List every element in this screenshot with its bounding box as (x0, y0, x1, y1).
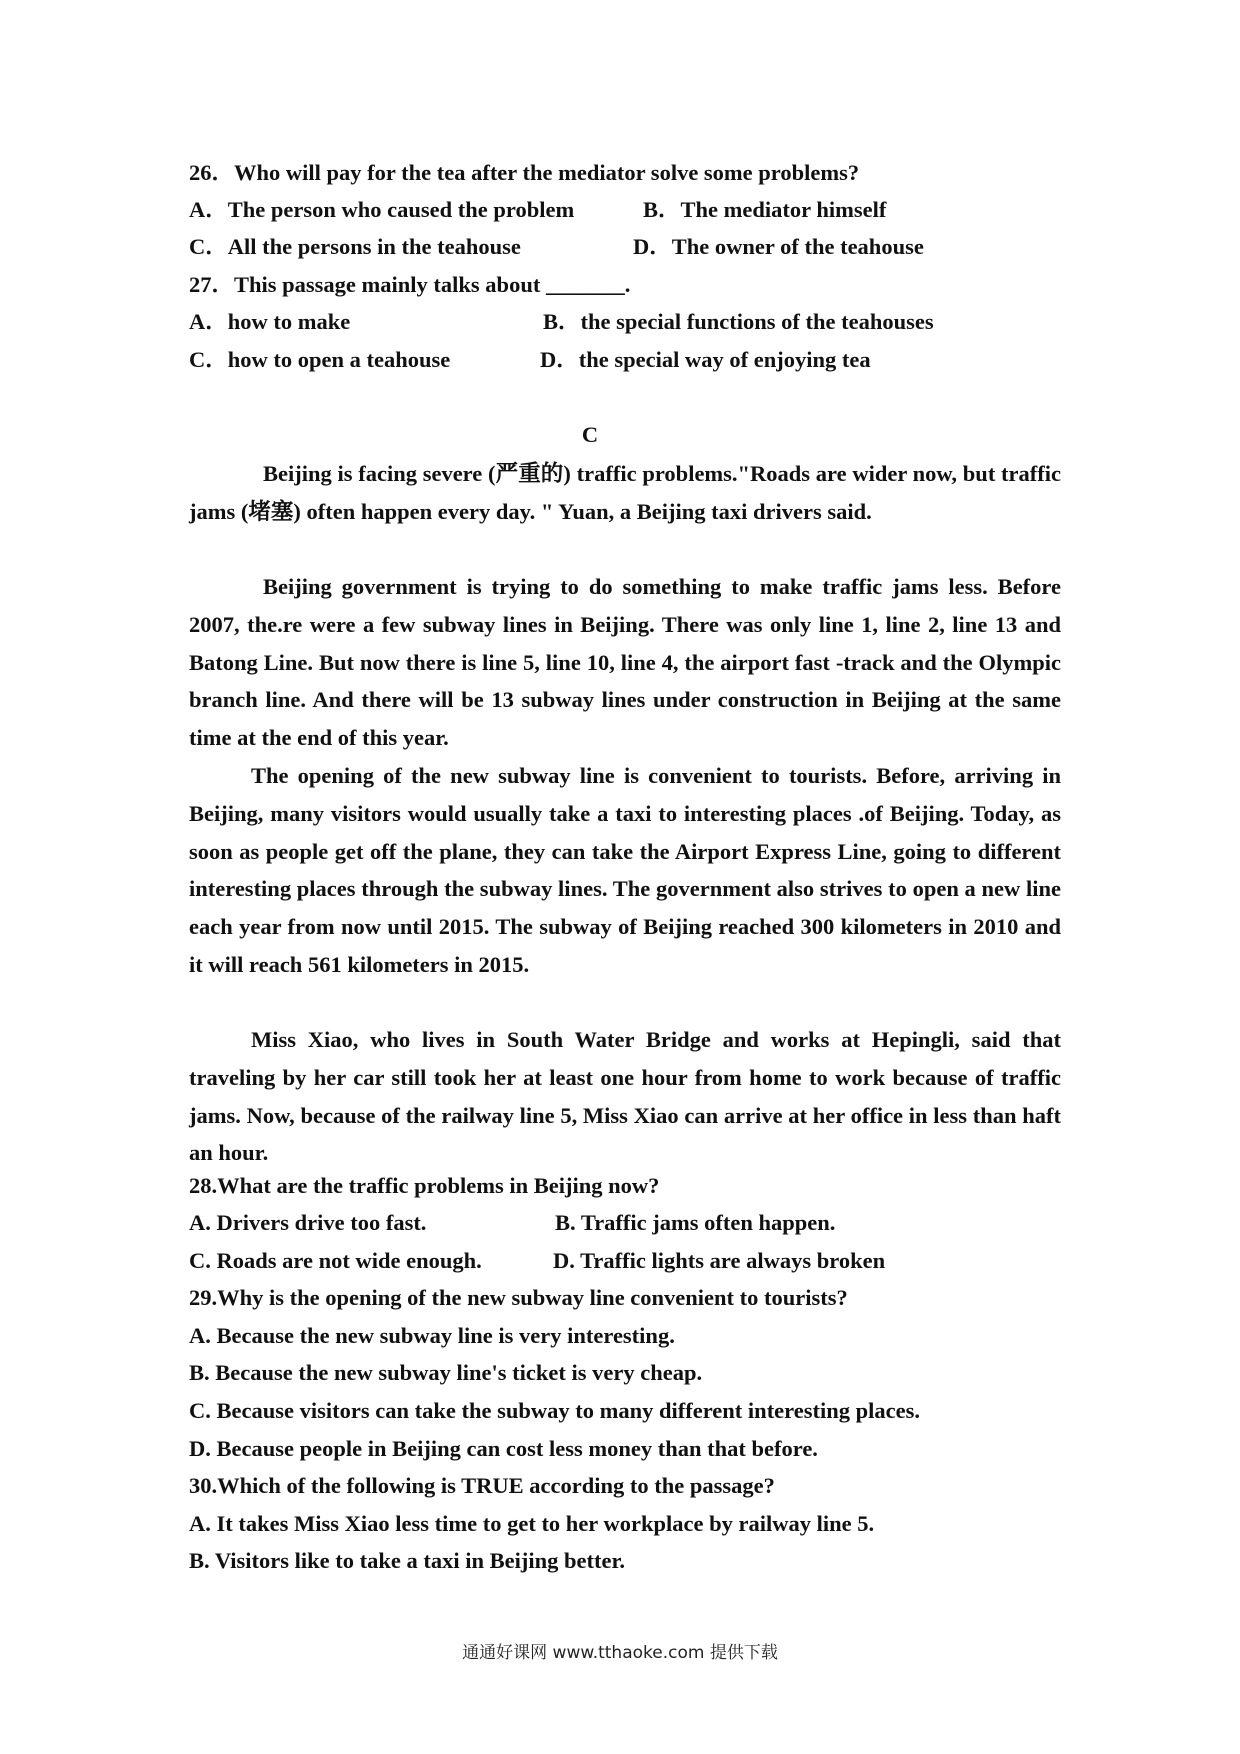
q26-stem: 26．Who will pay for the tea after the mediator solve some problems? (189, 160, 860, 185)
q28-option-d: D. Traffic lights are always broken (553, 1248, 886, 1273)
q27-option-c: C．how to open a teahouse (189, 347, 451, 372)
q30-option-b: B. Visitors like to take a taxi in Beijing better. (189, 1548, 626, 1573)
q30-stem: 30.Which of the following is TRUE according to the passage? (189, 1473, 775, 1498)
q28-stem: 28.What are the traffic problems in Beijing now? (189, 1173, 660, 1198)
page-footer: 通通好课网 www.tthaoke.com 提供下载 (462, 1643, 778, 1663)
q27-option-b: B．the special functions of the teahouses (543, 309, 934, 334)
q27-option-a: A．how to make (189, 309, 351, 334)
q28-option-c: C. Roads are not wide enough. (189, 1248, 482, 1273)
section-c-heading: C (581, 422, 599, 447)
q28-option-a: A. Drivers drive too fast. (189, 1210, 427, 1235)
q29-option-c: C. Because visitors can take the subway to many different interesting places. (189, 1398, 920, 1423)
passage-paragraph-1: Beijing is facing severe (严重的) traffic problems."Roads are wider now, but traffic jams (堵塞) often happen every day. " Yuan, a Beijing taxi drivers said. (189, 461, 1061, 524)
passage-paragraph-2: Beijing government is trying to do something to make traffic jams less. Before 2007, the.re were a few subway lines in Beijing. There was only line 1, line 2, line 13 and Batong Line. But now there is line 5, line 10, line 4, the airport fast -track and the Olympic branch line. And there will be 13 subway lines under construction in Beijing at the same time at the end of this year. (189, 574, 1061, 751)
passage-paragraph-3: The opening of the new subway line is convenient to tourists. Before, arriving in Beijing, many visitors would usually take a taxi to interesting places .of Beijing. Today, as soon as people get off the plane, they can take the Airport Express Line, going to different interesting places through the subway lines. The government also strives to open a new line each year from now until 2015. The subway of Beijing reached 300 kilometers in 2010 and it will reach 561 kilometers in 2015. (189, 763, 1061, 977)
q26-option-a: A．The person who caused the problem (189, 197, 575, 222)
q26-option-d: D．The owner of the teahouse (633, 234, 924, 259)
q29-option-a: A. Because the new subway line is very interesting. (189, 1323, 675, 1348)
q29-option-d: D. Because people in Beijing can cost less money than that before. (189, 1436, 818, 1461)
q30-option-a: A. It takes Miss Xiao less time to get to her workplace by railway line 5. (189, 1511, 875, 1536)
q28-option-b: B. Traffic jams often happen. (555, 1210, 836, 1235)
passage-paragraph-4: Miss Xiao, who lives in South Water Bridge and works at Hepingli, said that traveling by her car still took her at least one hour from home to work because of traffic jams. Now, because of the railway line 5, Miss Xiao can arrive at her office in less than haft an hour. (189, 1027, 1061, 1166)
q29-stem: 29.Why is the opening of the new subway line convenient to tourists? (189, 1285, 848, 1310)
q27-stem: 27．This passage mainly talks about _______. (189, 272, 631, 297)
q27-option-d: D．the special way of enjoying tea (540, 347, 871, 372)
q26-option-c: C．All the persons in the teahouse (189, 234, 521, 259)
q26-option-b: B．The mediator himself (643, 197, 887, 222)
q29-option-b: B. Because the new subway line's ticket is very cheap. (189, 1360, 703, 1385)
